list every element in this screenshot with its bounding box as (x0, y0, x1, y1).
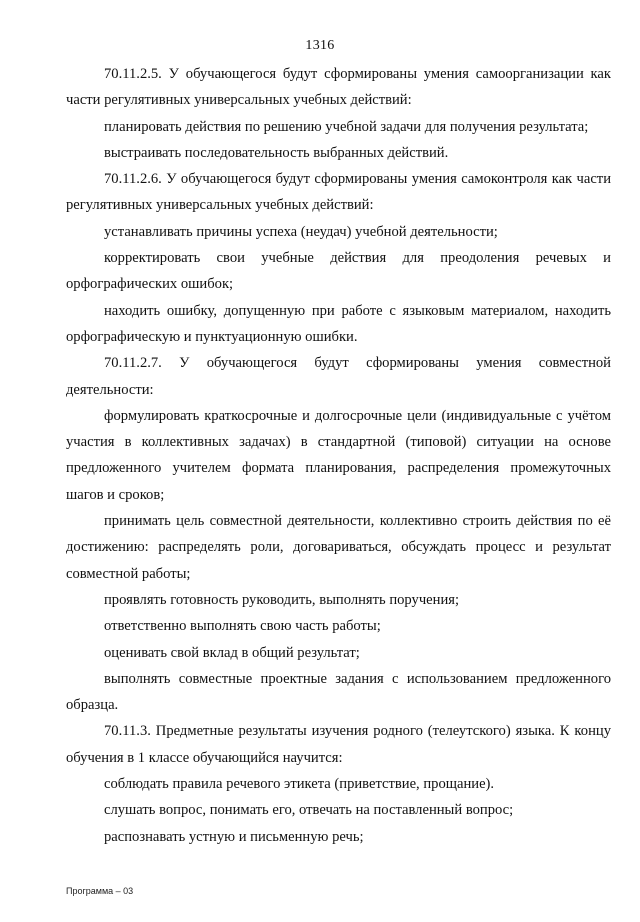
list-item: планировать действия по решению учебной задачи для получения результата; (104, 118, 589, 135)
page-number: 1316 (305, 38, 335, 53)
list-item: ответственно выполнять свою часть работы; (104, 618, 381, 635)
list-item: слушать вопрос, понимать его, отвечать на поставленный вопрос; (104, 802, 514, 819)
list-item: находить ошибку, допущенную при работе с языковым материалом, находить орфографическую и пунктуационную ошибки. (66, 302, 611, 345)
list-item: выстраивать последовательность выбранных действий. (104, 144, 449, 161)
list-item: распознавать устную и письменную речь; (104, 828, 364, 845)
list-item: корректировать свои учебные действия для преодоления речевых и орфографических ошибок; (66, 250, 611, 293)
list-item: формулировать краткосрочные и долгосрочные цели (индивидуальные с учётом участия в коллективных задачах) в стандартной (типовой) ситуации на основе предложенного учителем формата планирования, распределения промежуточных шагов и сроков; (66, 407, 611, 503)
list-item: оценивать свой вклад в общий результат; (104, 644, 360, 661)
list-item: выполнять совместные проектные задания с использованием предложенного образца. (66, 670, 611, 714)
paragraph-70-11-2-7-heading: 70.11.2.7. У обучающегося будут сформированы умения совместной деятельности: (66, 355, 611, 398)
list-item: соблюдать правила речевого этикета (приветствие, прощание). (104, 776, 495, 793)
list-item: устанавливать причины успеха (неудач) учебной деятельности; (104, 223, 498, 240)
paragraph-70-11-2-5-heading: 70.11.2.5. У обучающегося будут сформированы умения самоорганизации как части регулятивных универсальных учебных действий: (66, 66, 611, 109)
paragraph-70-11-2-6-heading: 70.11.2.6. У обучающегося будут сформированы умения самоконтроля как части регулятивных универсальных учебных действий: (66, 171, 611, 214)
paragraph-70-11-3-heading: 70.11.3. Предметные результаты изучения родного (телеутского) языка. К концу обучения в 1 классе обучающийся научится: (66, 723, 611, 766)
list-item: принимать цель совместной деятельности, коллективно строить действия по её достижению: распределять роли, договариваться, обсуждать процесс и результат совместной работы; (66, 513, 611, 582)
page-footer: Программа – 03 (66, 886, 134, 896)
list-item: проявлять готовность руководить, выполнять поручения; (104, 591, 460, 608)
document-body (66, 61, 611, 850)
